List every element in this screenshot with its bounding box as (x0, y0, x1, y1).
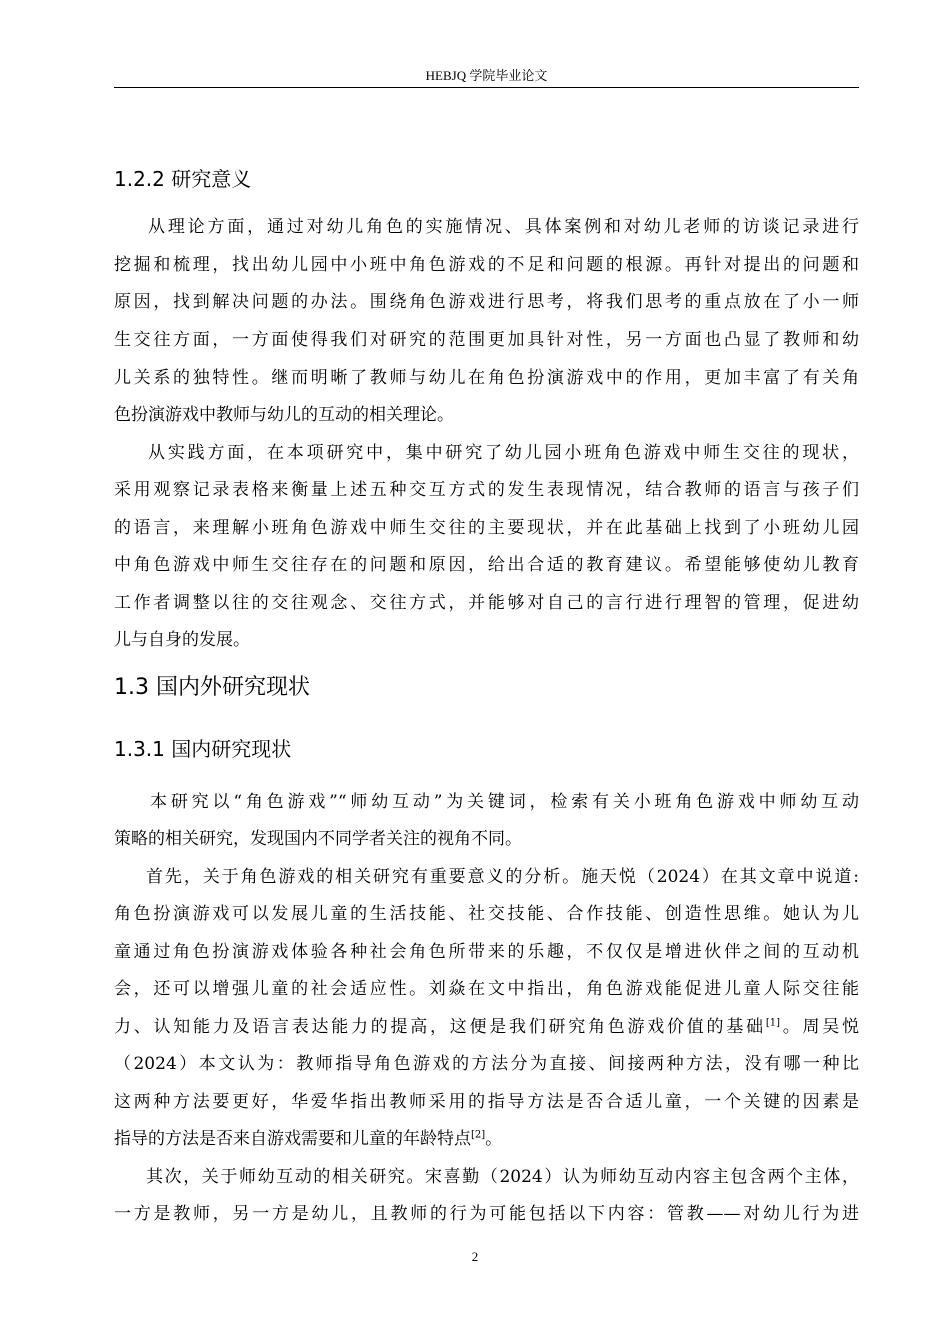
paragraph-line: 从实践方面，在本项研究中，集中研究了幼儿园小班角色游戏中师生交往的现状， (148, 443, 859, 463)
paragraph-line: 其次，关于师幼互动的相关研究。宋喜勤（2024）认为师幼互动内容主包含两个主体， (146, 1167, 859, 1187)
running-header: HEBJQ 学院毕业论文 (425, 68, 548, 83)
paragraph-line: 原因，找到解决问题的办法。围绕角色游戏进行思考，将我们思考的重点放在了小一师 (114, 292, 859, 312)
paragraph-line: （2024）本文认为：教师指导角色游戏的方法分为直接、间接两种方法，没有哪一种比 (114, 1054, 859, 1074)
paragraph-line: 采用观察记录表格来衡量上述五种交互方式的发生表现情况，结合教师的语言与孩子们 (114, 480, 859, 500)
paragraph-line: 首先，关于角色游戏的相关研究有重要意义的分析。施天悦（2024）在其文章中说道: (146, 867, 859, 887)
paragraph-line: 本研究以“角色游戏”“师幼互动”为关键词，检索有关小班角色游戏中师幼互动 (150, 792, 859, 812)
paragraph-line: 这两种方法要更好，华爱华指出教师采用的指导方法是否合适儿童，一个关键的因素是 (114, 1092, 859, 1112)
paragraph-text: 指导的方法是否来自游戏需要和儿童的年龄特点 (114, 1129, 471, 1149)
paragraph-line: 儿与自身的发展。 (114, 630, 250, 650)
header-rule (114, 87, 859, 88)
paragraph-line: 色扮演游戏中教师与幼儿的互动的相关理论。 (114, 405, 454, 425)
paragraph-line: 中角色游戏中师生交往存在的问题和原因，给出合适的教育建议。希望能够使幼儿教育 (114, 555, 859, 575)
paragraph-line: 的语言，来理解小班角色游戏中师生交往的主要现状，并在此基础上找到了小班幼儿园 (114, 518, 859, 538)
paragraph-line: 会，还可以增强儿童的社会适应性。刘焱在文中指出，角色游戏能促进儿童人际交往能 (114, 979, 859, 999)
paragraph-line: 挖掘和梳理，找出幼儿园中小班中角色游戏的不足和问题的根源。再针对提出的问题和 (114, 255, 859, 275)
citation-marker: [1] (765, 1017, 780, 1029)
section-heading-1-2-2: 1.2.2 研究意义 (114, 167, 252, 191)
paragraph-line: 童通过角色扮演游戏体验各种社会角色所带来的乐趣，不仅仅是增进伙伴之间的互动机 (114, 942, 859, 962)
paragraph-line: 工作者调整以往的交往观念、交往方式，并能够对自己的言行进行理智的管理，促进幼 (114, 593, 859, 613)
paragraph-line: 角色扮演游戏可以发展儿童的生活技能、社交技能、合作技能、创造性思维。她认为儿 (114, 904, 859, 924)
paragraph-text: 。周吴悦 (780, 1017, 860, 1037)
paragraph-line (114, 1012, 859, 1042)
paragraph-line: 一方是教师，另一方是幼儿，且教师的行为可能包括以下内容：管教——对幼儿行为进 (114, 1204, 859, 1224)
paragraph-line: 策略的相关研究，发现国内不同学者关注的视角不同。 (114, 829, 522, 849)
section-heading-1-3: 1.3 国内外研究现状 (114, 675, 310, 700)
paragraph-line: 从理论方面，通过对幼儿角色的实施情况、具体案例和对幼儿老师的访谈记录进行 (148, 217, 859, 237)
paragraph-line (114, 1124, 859, 1154)
paragraph-line: 生交往方面，一方面使得我们对研究的范围更加具针对性，另一方面也凸显了教师和幼 (114, 330, 859, 350)
page-number: 2 (471, 1249, 479, 1264)
citation-marker: [2] (471, 1129, 486, 1141)
paragraph-line: 儿关系的独特性。继而明晰了教师与幼儿在角色扮演游戏中的作用，更加丰富了有关角 (114, 368, 859, 388)
paragraph-text: 力、认知能力及语言表达能力的提高，这便是我们研究角色游戏价值的基础 (114, 1017, 766, 1037)
section-heading-1-3-1: 1.3.1 国内研究现状 (114, 737, 292, 761)
paragraph-text: 。 (485, 1129, 503, 1149)
